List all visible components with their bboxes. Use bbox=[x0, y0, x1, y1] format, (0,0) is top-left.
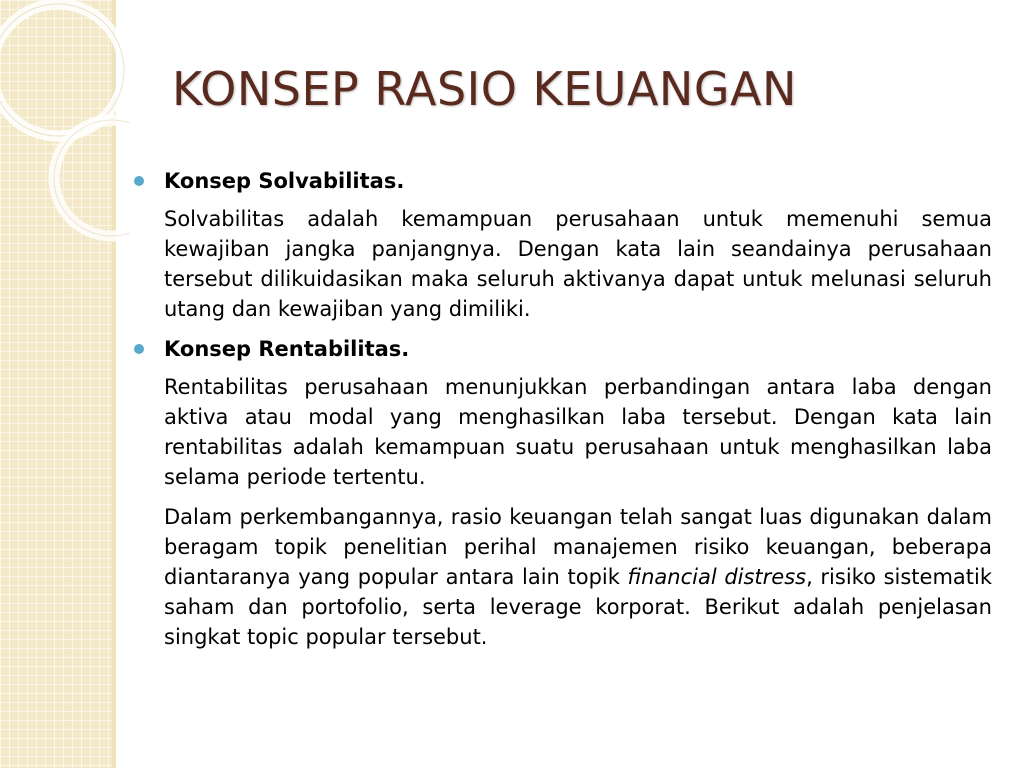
slide-content bbox=[134, 166, 992, 662]
slide-title: KONSEP RASIO KEUANGAN bbox=[172, 62, 797, 116]
decorative-rings bbox=[0, 0, 130, 260]
bullet-solvabilitas bbox=[134, 166, 992, 196]
closing-text-part1: Dalam perkembangannya, rasio keuangan telah sangat luas digunakan dalam beragam topik penelitian perihal manajemen risiko keuangan, beberapa diantaranya yang popular antara lain topik bbox=[164, 505, 992, 589]
bullet-dot-icon bbox=[134, 344, 144, 354]
bullet-dot-icon bbox=[134, 176, 144, 186]
closing-paragraph bbox=[134, 502, 992, 652]
bullet-rentabilitas bbox=[134, 334, 992, 364]
section-heading: Konsep Solvabilitas. bbox=[164, 169, 405, 193]
section-paragraph: Solvabilitas adalah kemampuan perusahaan untuk memenuhi semua kewajiban jangka panjangnya. Dengan kata lain seandainya perusahaan tersebut dilikuidasikan maka seluruh aktivanya dapat untuk melunasi seluruh utang dan kewajiban yang dimiliki. bbox=[164, 207, 992, 321]
closing-text-part2: , risiko sistematik saham dan portofolio, serta leverage korporat. Berikut adalah penjelasan singkat topic popular tersebut. bbox=[164, 565, 992, 649]
section-heading: Konsep Rentabilitas. bbox=[164, 337, 410, 361]
section-paragraph: Rentabilitas perusahaan menunjukkan perbandingan antara laba dengan aktiva atau modal yang menghasilkan laba tersebut. Dengan kata lain rentabilitas adalah kemampuan suatu perusahaan untuk menghasilkan laba selama periode tertentu. bbox=[164, 375, 992, 489]
closing-italic-term: financial distress bbox=[627, 565, 807, 589]
